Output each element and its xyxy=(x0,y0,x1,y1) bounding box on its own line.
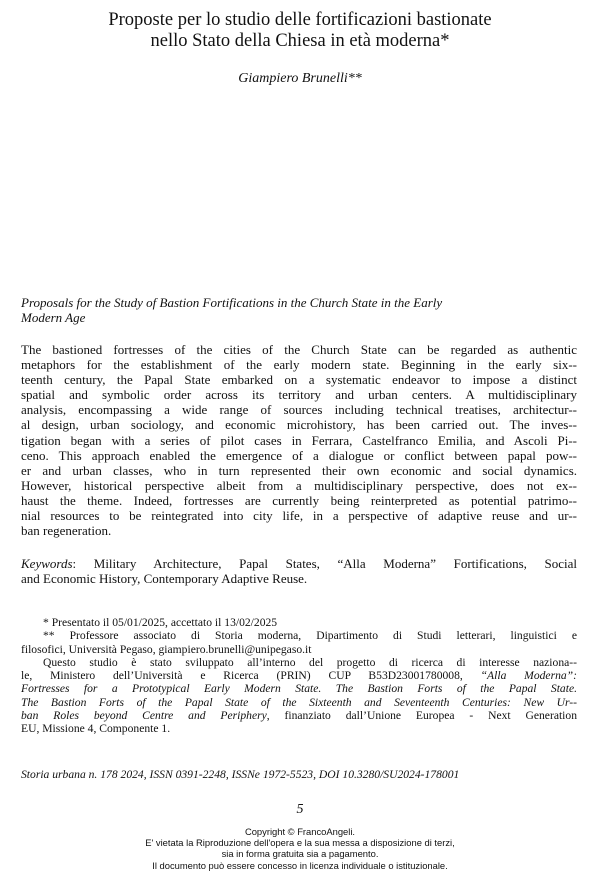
keywords-label: Keywords xyxy=(21,556,73,571)
journal-citation: Storia urbana n. 178 2024, ISSN 0391-2248, ISSNe 1972-5523, DOI 10.3280/SU2024-178001 xyxy=(21,768,460,781)
keywords-text: : Military Architecture, Papal States, “Alla Moderna” Fortifications, Social xyxy=(72,556,577,571)
article-title-line: Proposte per lo studio delle fortificazioni bastionate xyxy=(108,10,492,30)
project-title: “Alla Moderna”: xyxy=(480,669,577,683)
footnote-funding-line: Questo studio è stato sviluppato all’interno del progetto di ricerca di interesse naziona-- xyxy=(43,655,577,669)
page-number: 5 xyxy=(296,802,304,817)
project-title: The Bastion Forts of the Papal State of the Sixteenth and Seventeenth Centuries: New Ur-- xyxy=(21,695,577,709)
abstract-line: teenth century, the Papal State embarked on a systematic endeavor to impose a distinct xyxy=(21,372,577,388)
abstract-line: er and urban classes, who in turn represented their own economic and social dynamics. xyxy=(21,462,577,478)
footnote-funding-line xyxy=(21,709,577,722)
keywords-line xyxy=(21,556,577,571)
article-title xyxy=(0,10,600,52)
footnote-affiliation-line: ** Professore associato di Storia moderna, Dipartimento di Studi letterari, linguistici e xyxy=(43,629,577,643)
abstract xyxy=(21,342,577,538)
copyright-line: sia in forma gratuita sia a pagamento. xyxy=(221,848,379,860)
copyright-line: E' vietata la Riproduzione dell'opera e la sua messa a disposizione di terzi, xyxy=(145,837,455,849)
author-name: Giampiero Brunelli** xyxy=(238,71,362,86)
footnote-affiliation-line: filosofici, Università Pegaso, giampiero.brunelli@unipegaso.it xyxy=(21,642,312,656)
keywords xyxy=(21,556,577,586)
article-title-line: nello Stato della Chiesa in età moderna* xyxy=(150,31,450,51)
footnote-submission: * Presentato il 05/01/2025, accettato il 13/02/2025 xyxy=(43,616,278,629)
copyright-line: Il documento può essere concesso in licenza individuale o istituzionale. xyxy=(152,859,448,871)
footnote-funding-line xyxy=(21,696,577,709)
abstract-line: nial resources to be reintegrated into city life, in a perspective of adaptive reuse and ur-- xyxy=(21,508,577,524)
english-title-line: Modern Age xyxy=(21,310,86,325)
abstract-line: However, historical perspective albeit from a multidisciplinary perspective, does not ex-- xyxy=(21,477,577,493)
footnote-funding-line xyxy=(21,669,577,682)
footnote-funding-line: EU, Missione 4, Componente 1. xyxy=(21,722,171,736)
abstract-line: haust the theme. Indeed, fortresses are currently being reinterpreted as potential patrimo-- xyxy=(21,492,577,508)
keywords-line: and Economic History, Contemporary Adaptive Reuse. xyxy=(21,571,308,587)
footnote-funding-text: le, Ministero dell’Università e Ricerca (PRIN) CUP B53D23001780008, xyxy=(21,669,481,683)
abstract-line: ceno. This approach enabled the emergence of a dialogue or conflict between papal pow-- xyxy=(21,447,577,463)
english-title-line: Proposals for the Study of Bastion Fortifications in the Church State in the Early xyxy=(21,295,443,310)
abstract-line: analysis, encompassing a wide range of sources including technical treatises, architectur-- xyxy=(21,402,577,418)
project-title: Fortresses for a Prototypical Early Modern State. The Bastion Forts of the Papal State. xyxy=(21,682,577,696)
abstract-line: ban regeneration. xyxy=(21,523,112,539)
abstract-line: al design, urban sociology, and economic microhistory, has been carried out. The inves-- xyxy=(21,417,577,433)
abstract-line: spatial and symbolic order across its territory and urban centers. A multidisciplinary xyxy=(21,387,577,403)
abstract-line: metaphors for the establishment of the early modern state. Beginning in the early six-- xyxy=(21,357,577,373)
abstract-line: tigation began with a series of pilot cases in Ferrara, Castelfranco Emilia, and Ascoli Pi-- xyxy=(21,432,577,448)
copyright-line: Copyright © FrancoAngeli. xyxy=(244,826,356,837)
footnote-funding-text: , finanziato dall’Unione Europea - Next Generation xyxy=(266,709,577,723)
english-title xyxy=(21,295,577,325)
footnote-funding-line xyxy=(21,682,577,695)
abstract-line: The bastioned fortresses of the cities of the Church State can be regarded as authentic xyxy=(21,342,577,357)
footnotes xyxy=(21,616,577,736)
project-title: ban Roles beyond Centre and Periphery xyxy=(21,709,267,723)
copyright-notice xyxy=(0,826,600,871)
